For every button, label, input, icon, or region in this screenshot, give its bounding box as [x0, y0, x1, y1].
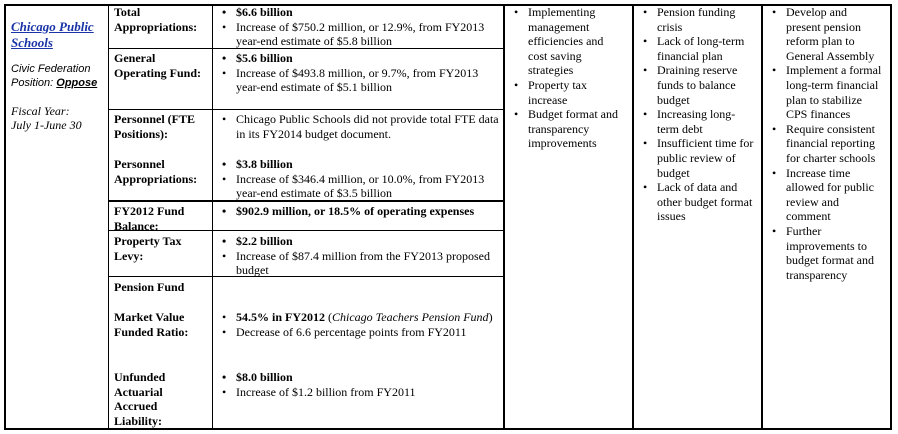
label-personnel-appropriations: Personnel Appropriations:	[114, 157, 198, 186]
list-item: • Develop and present pension reform plan to General Assembly	[768, 5, 888, 63]
position-value: Oppose	[56, 77, 98, 89]
list-item: • Implementing management efficiencies and cost saving strategies	[510, 5, 631, 78]
list-item: • $2.2 billion	[218, 234, 500, 249]
list-item: • $5.6 billion	[218, 51, 500, 66]
org-name-line: Schools	[11, 35, 53, 50]
value-property-tax-levy	[218, 234, 500, 278]
label-unfunded-liability: Unfunded Actuarial Accrued Liability:	[114, 370, 166, 428]
list-item: • 54.5% in FY2012 (Chicago Teachers Pension Fund)	[218, 310, 502, 325]
list-item: • Pension funding crisis	[639, 5, 760, 34]
list-item: • Lack of data and other budget format issues	[639, 180, 760, 224]
org-info	[11, 19, 107, 132]
concerns-column	[639, 5, 760, 224]
list-item: • $902.9 million, or 18.5% of operating expenses	[218, 204, 502, 219]
label-personnel-fte: Personnel (FTE Positions):	[114, 112, 195, 141]
column-divider	[632, 4, 634, 430]
list-item: • Increase of $346.4 million, or 10.0%, from FY2013 year-end estimate of $3.5 billion	[218, 172, 500, 201]
label-fund-balance: FY2012 Fund Balance:	[114, 204, 185, 233]
list-item: • Increase of $750.2 million, or 12.9%, from FY2013 year-end estimate of $5.8 billion	[218, 20, 500, 49]
list-item: • Draining reserve funds to balance budget	[639, 63, 760, 107]
list-item: • Insufficient time for public review of budget	[639, 136, 760, 180]
row-divider	[108, 109, 504, 110]
list-item: • Increase of $493.8 million, or 9.7%, from FY2013 year-end estimate of $5.1 billion	[218, 66, 500, 95]
value-total-appropriations	[218, 5, 500, 49]
fiscal-year	[11, 104, 107, 132]
list-item: • Increase time allowed for public review and comment	[768, 166, 888, 224]
list-item: • Implement a formal long-term financial plan to stabilize CPS finances	[768, 63, 888, 121]
list-item: • Budget format and transparency improvements	[510, 107, 631, 151]
column-divider	[503, 4, 505, 430]
value-unfunded-liability	[218, 370, 500, 399]
org-name-link[interactable]	[11, 19, 107, 51]
label-pension-fund: Pension Fund	[114, 280, 185, 294]
org-name-line: Chicago Public	[11, 19, 94, 34]
column-divider	[212, 4, 213, 430]
list-item: • Increase of $1.2 billion from FY2011	[218, 385, 500, 400]
recommendations-column	[768, 5, 888, 282]
strengths-column	[510, 5, 631, 151]
list-item: • $8.0 billion	[218, 370, 500, 385]
label-market-value-funded-ratio: Market Value Funded Ratio:	[114, 310, 189, 339]
value-fund-balance	[218, 204, 502, 219]
list-item: • $3.8 billion	[218, 157, 500, 172]
fiscal-year-value: July 1-June 30	[11, 118, 82, 132]
value-personnel-fte	[218, 112, 502, 141]
value-funded-ratio	[218, 310, 502, 339]
value-general-operating-fund	[218, 51, 500, 95]
value-personnel-appropriations	[218, 157, 500, 201]
list-item: • Increasing long- term debt	[639, 107, 760, 136]
column-divider	[761, 4, 763, 430]
list-item: • Decrease of 6.6 percentage points from FY2011	[218, 325, 502, 340]
label-general-operating-fund: General Operating Fund:	[114, 51, 202, 80]
fiscal-year-label: Fiscal Year:	[11, 104, 70, 118]
list-item: • $6.6 billion	[218, 5, 500, 20]
label-property-tax-levy: Property Tax Levy:	[114, 234, 182, 263]
position-label: Civic Federation Position:	[11, 63, 91, 89]
list-item: • Further improvements to budget format and transparency	[768, 224, 888, 282]
list-item: • Chicago Public Schools did not provide total FTE data in its FY2014 budget document.	[218, 112, 502, 141]
column-divider	[108, 4, 109, 430]
position	[11, 62, 99, 90]
list-item: • Property tax increase	[510, 78, 631, 107]
list-item: • Lack of long-term financial plan	[639, 34, 760, 63]
label-total-appropriations: Total Appropriations:	[114, 5, 198, 34]
list-item: • Increase of $87.4 million from the FY2013 proposed budget	[218, 249, 500, 278]
list-item: • Require consistent financial reporting for charter schools	[768, 122, 888, 166]
